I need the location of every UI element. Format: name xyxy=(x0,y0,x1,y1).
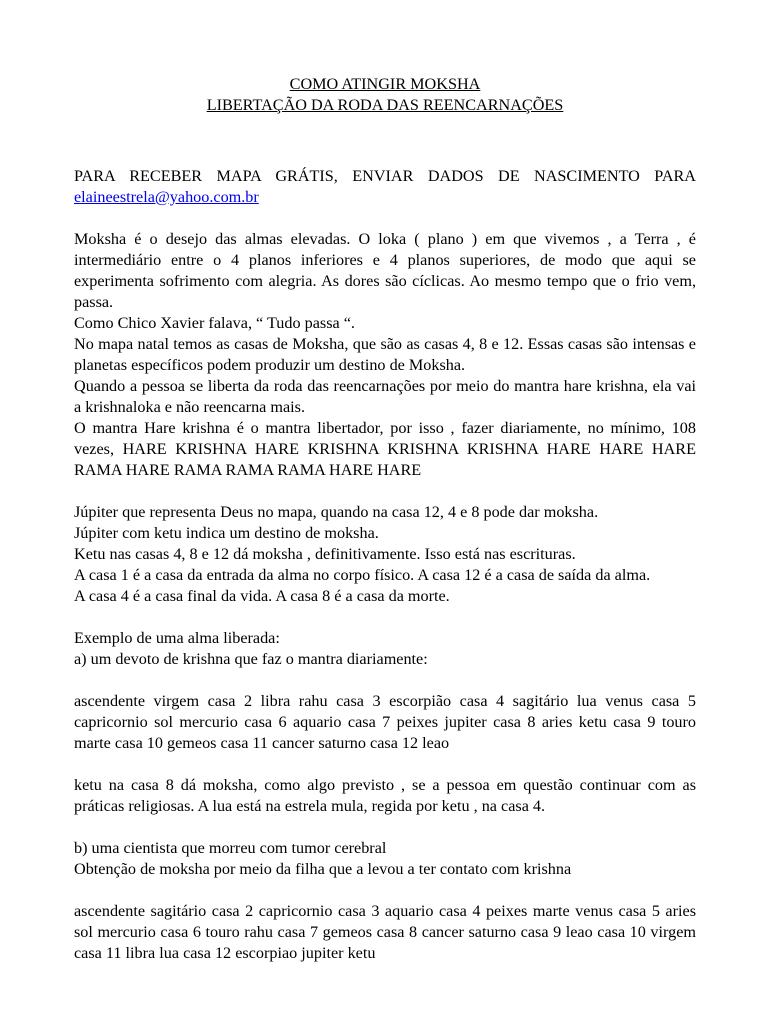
title-line-1: COMO ATINGIR MOKSHA xyxy=(289,75,481,93)
intro-paragraph xyxy=(74,166,696,187)
example-a-chart: ascendente virgem casa 2 libra rahu casa 3 escorpião casa 4 sagitário lua venus casa 5 capricornio sol mercurio casa 6 aquario casa 7 peixes jupiter casa 8 aries ketu casa 9 touro marte casa 10 gemeos casa 11 cancer saturno casa 12 leao xyxy=(74,692,696,752)
example-a-note: ketu na casa 8 dá moksha, como algo previsto , se a pessoa em questão continuar com as práticas religiosas. A lua está na estrela mula, regida por ketu , na casa 4. xyxy=(74,776,696,815)
paragraph: A casa 4 é a casa final da vida. A casa 8 é a casa da morte. xyxy=(74,587,450,605)
paragraph: Quando a pessoa se liberta da roda das reencarnações por meio do mantra hare krishna, ela vai a krishnaloka e não reencarna mais. xyxy=(74,377,696,416)
paragraph: O mantra Hare krishna é o mantra libertador, por isso , fazer diariamente, no mínimo, 108 vezes, HARE KRISHNA HARE KRISHNA KRISHNA KRISHNA HARE HARE HARE RAMA HARE RAMA RAMA RAMA HARE HARE xyxy=(74,419,696,479)
example-a-heading: a) um devoto de krishna que faz o mantra diariamente: xyxy=(74,650,428,668)
example-b-chart: ascendente sagitário casa 2 capricornio casa 3 aquario casa 4 peixes marte venus casa 5 aries sol mercurio casa 6 touro rahu casa 7 gemeos casa 8 cancer saturno casa 9 leao casa 10 virgem casa 11 libra lua casa 12 escorpiao jupiter ketu xyxy=(74,902,696,962)
paragraph: Como Chico Xavier falava, “ Tudo passa “. xyxy=(74,314,355,332)
paragraph: Júpiter com ketu indica um destino de moksha. xyxy=(74,524,379,542)
example-b-subheading: Obtenção de moksha por meio da filha que a levou a ter contato com krishna xyxy=(74,860,572,878)
paragraph: No mapa natal temos as casas de Moksha, que são as casas 4, 8 e 12. Essas casas são intensas e planetas específicos podem produzir um destino de Moksha. xyxy=(74,335,696,374)
document-body xyxy=(74,74,696,964)
example-heading: Exemplo de uma alma liberada: xyxy=(74,629,280,647)
email-line xyxy=(74,187,696,208)
paragraph: Moksha é o desejo das almas elevadas. O loka ( plano ) em que vivemos , a Terra , é intermediário entre o 4 planos inferiores e 4 planos superiores, de modo que aqui se experimenta sofrimento com alegria. As dores são cíclicas. Ao mesmo tempo que o frio vem, passa. xyxy=(74,230,696,311)
paragraph: Ketu nas casas 4, 8 e 12 dá moksha , definitivamente. Isso está nas escrituras. xyxy=(74,545,576,563)
paragraph: Júpiter que representa Deus no mapa, quando na casa 12, 4 e 8 pode dar moksha. xyxy=(74,503,599,521)
title-line-2: LIBERTAÇÃO DA RODA DAS REENCARNAÇÕES xyxy=(206,96,564,114)
paragraph: A casa 1 é a casa da entrada da alma no corpo físico. A casa 12 é a casa de saída da alma. xyxy=(74,566,651,584)
example-b-heading: b) uma cientista que morreu com tumor cerebral xyxy=(74,839,387,857)
intro-text: PARA RECEBER MAPA GRÁTIS, ENVIAR DADOS DE NASCIMENTO PARA xyxy=(74,167,696,185)
email-link[interactable]: elaineestrela@yahoo.com.br xyxy=(74,188,259,206)
